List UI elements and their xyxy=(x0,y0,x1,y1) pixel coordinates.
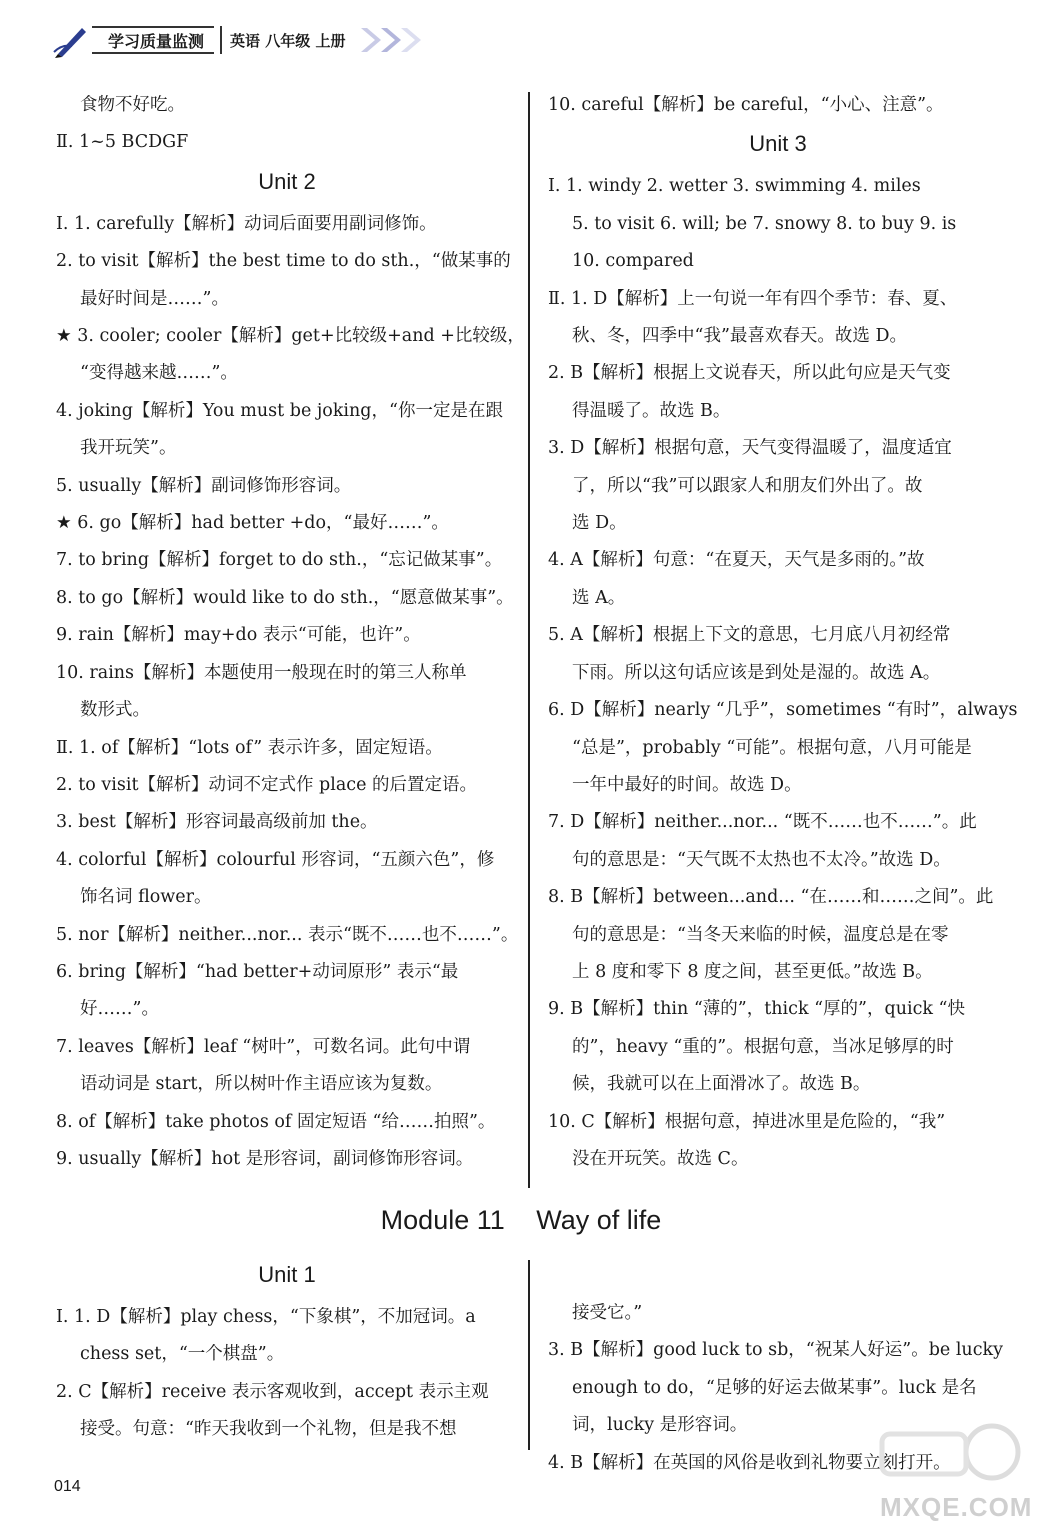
answer-line: 5. usually【解析】副词修饰形容词。 xyxy=(56,475,352,496)
answer-line: 9. B【解析】thin “薄的”，thick “厚的”，quick “快 xyxy=(548,999,965,1020)
subject-label: 英语 八年级 上册 xyxy=(220,26,353,54)
answer-line: 我开玩笑”。 xyxy=(80,438,177,459)
answer-line: 8. B【解析】between...and... “在……和……之间”。此 xyxy=(548,887,994,908)
column-divider-bottom xyxy=(528,1260,530,1450)
answer-line: ★ 3. cooler; cooler【解析】get+比较级+and +比较级， xyxy=(56,326,525,347)
answer-line: 8. of【解析】take photos of 固定短语 “给……拍照”。 xyxy=(56,1111,496,1132)
answer-line: 6. D【解析】nearly “几乎”，sometimes “有时”，always xyxy=(548,700,1018,721)
series-title: 学习质量监测 xyxy=(92,26,214,54)
answer-line: “总是”，probably “可能”。根据句意，八月可能是 xyxy=(572,737,972,758)
answer-line: 4. joking【解析】You must be joking，“你一定是在跟 xyxy=(56,400,503,421)
unit-1-heading: Unit 1 xyxy=(258,1262,316,1287)
answer-line: 没在开玩笑。故选 C。 xyxy=(572,1148,749,1169)
answer-line: ★ 6. go【解析】had better +do，“最好……”。 xyxy=(56,513,449,534)
answer-line: 4. colorful【解析】colourful 形容词，“五颜六色”，修 xyxy=(56,849,495,870)
right-column xyxy=(548,87,1018,1178)
answer-line: 2. B【解析】根据上文说春天，所以此句应是天气变 xyxy=(548,363,951,384)
answer-line: 选 A。 xyxy=(572,587,626,608)
answer-line: enough to do，“足够的好运去做某事”。luck 是名 xyxy=(572,1377,977,1398)
module-title xyxy=(0,1205,1042,1236)
answer-line: 了，所以“我”可以跟家人和朋友们外出了。故 xyxy=(572,475,923,496)
answer-line: Ⅱ. 1. D【解析】上一句说一年有四个季节：春、夏、 xyxy=(548,288,958,309)
chevron-arrows-icon xyxy=(359,26,431,54)
answer-line: 接受它。” xyxy=(572,1303,643,1323)
answer-line: 8. to go【解析】would like to do sth.，“愿意做某事”。 xyxy=(56,587,514,608)
answer-line: 3. best【解析】形容词最高级前加 the。 xyxy=(56,812,378,833)
answer-line: 2. C【解析】receive 表示客观收到，accept 表示主观 xyxy=(56,1381,489,1402)
answer-line: 选 D。 xyxy=(572,513,627,534)
answer-line: 句的意思是：“天气既不太热也不太冷。”故选 D。 xyxy=(572,849,951,870)
pen-icon xyxy=(52,22,92,58)
page-number: 014 xyxy=(54,1478,81,1495)
answer-line: 句的意思是：“当冬天来临的时候，温度总是在零 xyxy=(572,924,949,945)
answer-line: 5. A【解析】根据上下文的意思，七月底八月初经常 xyxy=(548,625,951,646)
answer-line: 9. rain【解析】may+do 表示“可能，也许”。 xyxy=(56,625,421,646)
answer-line: Ⅰ. 1. D【解析】play chess，“下象棋”，不加冠词。a xyxy=(56,1307,476,1327)
answer-line: 10. rains【解析】本题使用一般现在时的第三人称单 xyxy=(56,662,467,683)
answer-line: 上 8 度和零下 8 度之间，甚至更低。”故选 B。 xyxy=(572,961,933,982)
text-line: 食物不好吃。 xyxy=(80,95,185,115)
answer-line: 5. nor【解析】neither...nor... 表示“既不……也不……”。 xyxy=(56,924,519,945)
answer-line: 词，lucky 是形容词。 xyxy=(572,1415,748,1436)
answer-line: 候，我就可以在上面滑冰了。故选 B。 xyxy=(572,1074,871,1095)
watermark-text: MXQE.COM xyxy=(880,1492,1033,1522)
answer-line: 2. to visit【解析】动词不定式作 place 的后置定语。 xyxy=(56,774,477,795)
answer-line: 好……”。 xyxy=(80,999,159,1020)
answer-line: 9. usually【解析】hot 是形容词，副词修饰形容词。 xyxy=(56,1148,474,1169)
answer-line: 饰名词 flower。 xyxy=(80,887,212,908)
answer-line: 3. D【解析】根据句意，天气变得温暖了，温度适宜 xyxy=(548,438,952,459)
answer-line: 得温暖了。故选 B。 xyxy=(572,400,731,421)
answer-line: chess set，“一个棋盘”。 xyxy=(80,1344,285,1365)
answer-line: 2. to visit【解析】the best time to do sth.，“做某事的 xyxy=(56,251,511,272)
module-name: Way of life xyxy=(536,1205,662,1235)
answer-line: 10. C【解析】根据句意，掉进冰里是危险的，“我” xyxy=(548,1111,946,1132)
answer-line: 7. to bring【解析】forget to do sth.，“忘记做某事”。 xyxy=(56,550,503,571)
answer-line: 秋、冬，四季中“我”最喜欢春天。故选 D。 xyxy=(572,326,907,347)
answer-line: 10. compared xyxy=(572,251,694,272)
answer-line: 4. A【解析】句意：“在夏天，天气是多雨的。”故 xyxy=(548,550,925,571)
left-column xyxy=(56,87,525,1178)
text-line: Ⅱ. 1~5 BCDGF xyxy=(56,132,189,153)
answer-line: “变得越来越……”。 xyxy=(80,363,238,384)
answer-line: 3. B【解析】good luck to sb，“祝某人好运”。be lucky xyxy=(548,1340,1003,1361)
unit-2-heading: Unit 2 xyxy=(258,168,316,194)
unit-3-heading: Unit 3 xyxy=(749,131,807,157)
bottom-left-column xyxy=(56,1255,518,1449)
answer-line: 下雨。所以这句话应该是到处是湿的。故选 A。 xyxy=(572,662,941,683)
answer-line: 接受。句意：“昨天我收到一个礼物，但是我不想 xyxy=(80,1419,457,1440)
answer-line: 6. bring【解析】“had better+动词原形” 表示“最 xyxy=(56,961,459,982)
answer-line: 10. careful【解析】be careful，“小心、注意”。 xyxy=(548,95,944,115)
answer-line: 数形式。 xyxy=(80,700,150,721)
column-divider-top xyxy=(528,92,530,1188)
answer-line: 的”，heavy “重的”。根据句意，当冰足够厚的时 xyxy=(572,1036,954,1057)
answer-line: 4. B【解析】在英国的风俗是收到礼物要立刻打开。 xyxy=(548,1452,951,1473)
answer-line: Ⅰ. 1. carefully【解析】动词后面要用副词修饰。 xyxy=(56,213,437,234)
answer-line: 7. D【解析】neither...nor... “既不……也不……”。此 xyxy=(548,812,977,833)
page-header xyxy=(52,22,431,58)
answer-line: 一年中最好的时间。故选 D。 xyxy=(572,774,802,795)
answer-line: 5. to visit 6. will; be 7. snowy 8. to buy 9. is xyxy=(572,213,957,234)
module-number: Module 11 xyxy=(380,1205,505,1235)
answer-line: 最好时间是……”。 xyxy=(80,288,229,309)
answer-line: 7. leaves【解析】leaf “树叶”，可数名词。此句中谓 xyxy=(56,1036,471,1057)
answer-line: Ⅱ. 1. of【解析】“lots of” 表示许多，固定短语。 xyxy=(56,737,443,758)
answer-line: 语动词是 start，所以树叶作主语应该为复数。 xyxy=(80,1074,443,1095)
answer-line: Ⅰ. 1. windy 2. wetter 3. swimming 4. miles xyxy=(548,176,921,197)
